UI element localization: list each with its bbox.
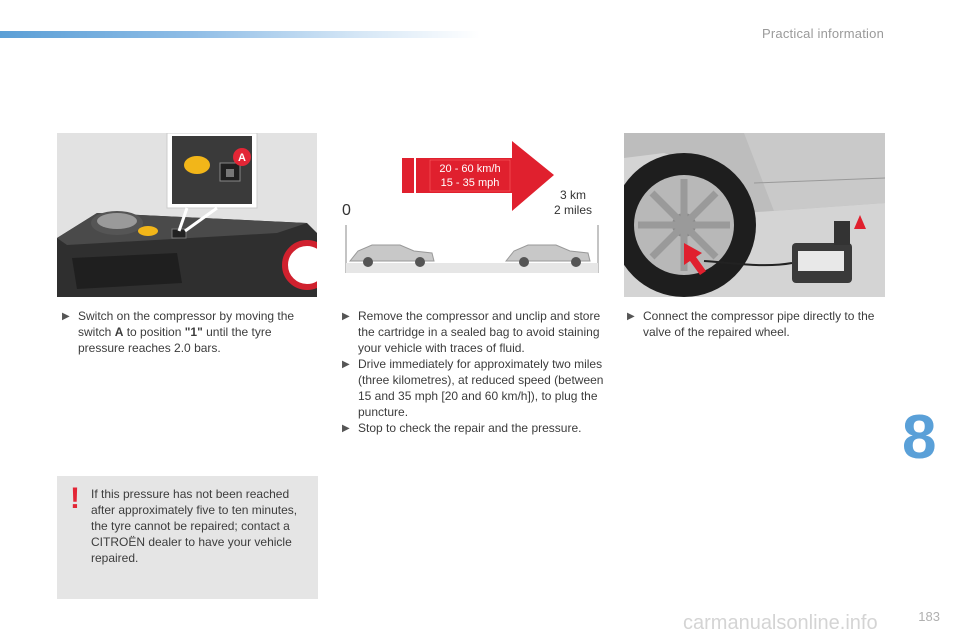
list-item: ▶ Remove the compressor and unclip and store the cartridge in a sealed bag to avoid staining your vehicle with traces of fluid. <box>342 309 601 355</box>
bullet-arrow-icon: ▶ <box>342 311 350 322</box>
speed-kmh-label: 20 - 60 km/h <box>439 163 501 175</box>
wheel-connection-illustration <box>624 133 885 297</box>
callout-a-label: A <box>238 152 246 164</box>
watermark: carmanualsonline.info <box>683 612 878 634</box>
warning-box <box>57 476 318 599</box>
start-label: 0 <box>342 202 351 219</box>
compressor-switch-illustration <box>57 133 317 297</box>
warning-text: If this pressure has not been reached after approximately five to ten minutes, the tyre cannot be repaired; contact a CITROËN dealer to have your vehicle repaired. <box>91 487 298 565</box>
bullet-arrow-icon: ▶ <box>627 311 635 322</box>
list-item: ▶ Connect the compressor pipe directly to the valve of the repaired wheel. <box>627 309 875 339</box>
header-gradient-bar <box>0 31 480 38</box>
instructions-column-2 <box>342 308 604 437</box>
distance-miles-label: 2 miles <box>554 203 593 217</box>
chapter-number: 8 <box>902 403 937 472</box>
list-item: ▶ Drive immediately for approximately two miles (three kilometres), at reduced speed (between 15 and 35 mph [20 and 60 km/h]), to plug the puncture. <box>342 357 604 419</box>
speed-mph-label: 15 - 35 mph <box>440 177 500 189</box>
page-number: 183 <box>918 609 940 624</box>
distance-km-label: 3 km <box>560 188 587 202</box>
instructions-column-1 <box>62 308 312 356</box>
section-title: Practical information <box>762 26 884 41</box>
bullet-arrow-icon: ▶ <box>342 359 350 370</box>
list-item <box>62 308 312 356</box>
warning-icon: ! <box>70 482 80 515</box>
drive-distance-illustration <box>340 133 602 297</box>
step-switch-on: Switch on the compressor by moving the switch A to position "1" until the tyre pressure reaches 2.0 bars. <box>78 309 295 355</box>
list-item: ▶ Stop to check the repair and the pressure. <box>342 421 582 435</box>
instructions-column-3 <box>627 308 882 340</box>
bullet-arrow-icon: ▶ <box>342 423 350 434</box>
bullet-arrow-icon: ▶ <box>62 311 70 322</box>
